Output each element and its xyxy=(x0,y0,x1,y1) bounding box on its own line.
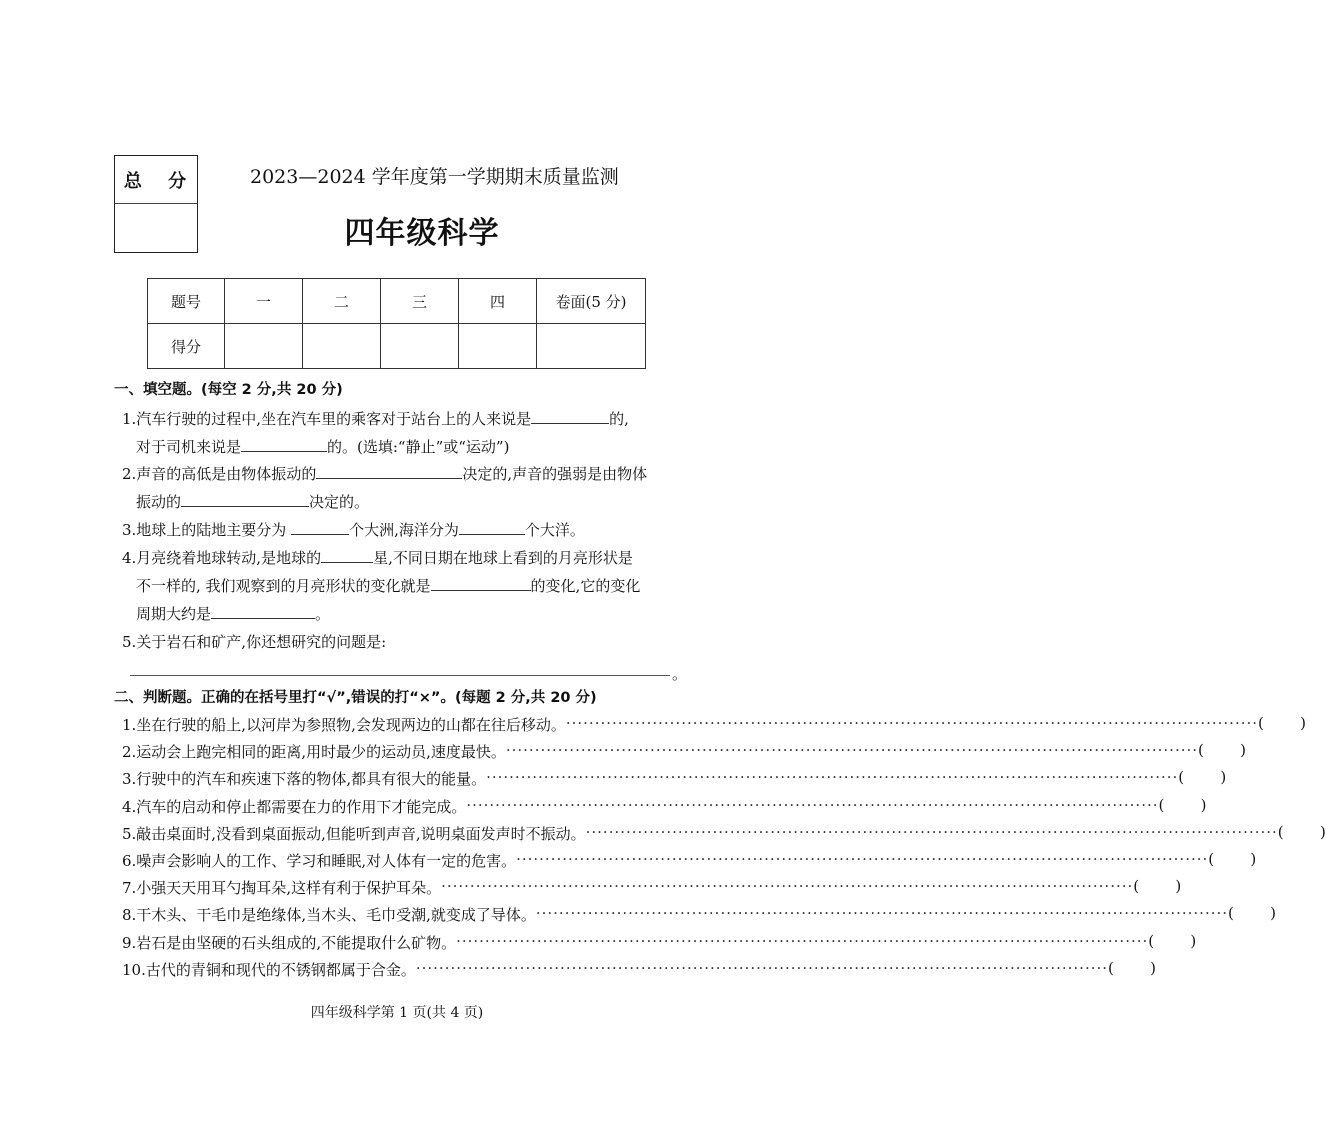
answer-blank[interactable] xyxy=(431,576,531,591)
answer-parentheses[interactable] xyxy=(1278,823,1326,844)
question-text: 。 xyxy=(315,605,331,623)
question-text: 的, xyxy=(609,410,629,428)
answer-parentheses[interactable] xyxy=(1108,959,1156,980)
close-paren: ) xyxy=(1175,877,1182,896)
answer-line[interactable] xyxy=(130,675,670,676)
question-text: 3.地球上的陆地主要分为 xyxy=(122,521,292,539)
question-text: 振动的 xyxy=(136,493,182,511)
question-text: 4.月亮绕着地球转动,是地球的 xyxy=(122,549,322,567)
question-text: 个大洋。 xyxy=(524,521,585,539)
leader-dots: ························································································································ xyxy=(516,850,1209,868)
answer-blank[interactable] xyxy=(531,409,609,424)
answer-blank[interactable] xyxy=(211,604,315,619)
open-paren: ( xyxy=(1133,877,1140,896)
table-cell: 二 xyxy=(303,279,381,324)
question-text: 决定的。 xyxy=(309,493,370,511)
leader-dots: ························································································································ xyxy=(415,958,1109,977)
page-title: 四年级科学 xyxy=(344,216,500,251)
table-cell: 得分 xyxy=(148,324,225,369)
answer-blank[interactable] xyxy=(316,464,462,479)
answer-parentheses[interactable] xyxy=(1208,850,1256,871)
question-text: 个大洲,海洋分为 xyxy=(349,521,459,539)
question-text: 的。(选填:“静止”或“运动”) xyxy=(327,438,510,456)
judgement-item xyxy=(122,768,1227,789)
leader-dots: ························································································································ xyxy=(486,768,1179,787)
answer-parentheses[interactable] xyxy=(1133,877,1181,898)
close-paren: ) xyxy=(1240,741,1247,760)
score-field[interactable] xyxy=(303,324,381,369)
answer-parentheses[interactable] xyxy=(1178,768,1226,789)
total-score-label: 总 分 xyxy=(115,156,197,204)
answer-parentheses[interactable] xyxy=(1228,904,1276,925)
close-paren: ) xyxy=(1190,931,1197,950)
close-paren: ) xyxy=(1150,958,1157,977)
question-text: 7.小强天天用耳勺掏耳朵,这样有利于保护耳朵。 xyxy=(122,879,442,898)
answer-blank[interactable] xyxy=(459,520,525,535)
question-text: 不一样的, 我们观察到的月亮形状的变化就是 xyxy=(136,577,431,595)
table-cell: 题号 xyxy=(148,279,225,324)
answer-blank[interactable] xyxy=(241,437,327,452)
question-text: 4.汽车的启动和停止都需要在力的作用下才能完成。 xyxy=(122,797,467,816)
answer-parentheses[interactable] xyxy=(1148,932,1196,953)
score-table-score-row xyxy=(148,324,646,369)
open-paren: ( xyxy=(1148,931,1155,950)
leader-dots: ························································································································ xyxy=(535,904,1229,923)
question-text: 星,不同日期在地球上看到的月亮形状是 xyxy=(373,549,633,567)
question-1-line-2 xyxy=(136,436,509,457)
question-text: 1.坐在行驶的船上,以河岸为参照物,会发现两边的山都在往后移动。 xyxy=(122,716,566,734)
question-4-line-2 xyxy=(136,575,640,596)
open-paren: ( xyxy=(1258,714,1264,732)
judgement-item xyxy=(122,877,1182,898)
judgement-item xyxy=(122,741,1247,762)
answer-parentheses[interactable] xyxy=(1198,741,1246,762)
judgement-item xyxy=(122,795,1207,817)
open-paren: ( xyxy=(1108,958,1114,977)
close-paren: ) xyxy=(1220,768,1227,787)
judgement-item xyxy=(122,958,1157,980)
question-3 xyxy=(122,519,585,540)
question-2-line-1 xyxy=(122,463,647,484)
leader-dots: ························································································································ xyxy=(466,795,1159,814)
question-text: 周期大约是 xyxy=(136,605,212,623)
question-text: 9.岩石是由坚硬的石头组成的,不能提取什么矿物。 xyxy=(122,933,457,952)
open-paren: ( xyxy=(1208,850,1215,868)
open-paren: ( xyxy=(1178,768,1185,787)
section-heading: 一、填空题。(每空 2 分,共 20 分) xyxy=(114,382,343,398)
leader-dots: ························································································································ xyxy=(456,931,1149,950)
open-paren: ( xyxy=(1277,822,1284,841)
table-cell: 四 xyxy=(459,279,537,324)
judgement-item xyxy=(122,822,1326,844)
answer-blank[interactable] xyxy=(181,492,309,507)
question-text: 10.古代的青铜和现代的不锈钢都属于合金。 xyxy=(122,960,416,979)
answer-parentheses[interactable] xyxy=(1258,714,1306,735)
question-4-line-1 xyxy=(122,547,633,568)
judgement-item xyxy=(122,714,1307,735)
page-footer: 四年级科学第 1 页(共 4 页) xyxy=(310,1005,484,1021)
score-field[interactable] xyxy=(225,324,303,369)
question-text: 8.干木头、干毛巾是绝缘体,当木头、毛巾受潮,就变成了导体。 xyxy=(122,906,536,925)
question-text: 6.噪声会影响人的工作、学习和睡眠,对人体有一定的危害。 xyxy=(122,852,517,870)
question-text: 的变化,它的变化 xyxy=(530,577,641,595)
table-cell: 一 xyxy=(225,279,303,324)
close-paren: ) xyxy=(1270,904,1277,923)
question-text: 对于司机来说是 xyxy=(136,438,242,456)
answer-parentheses[interactable] xyxy=(1159,796,1207,817)
close-paren: ) xyxy=(1200,795,1207,814)
close-paren: ) xyxy=(1250,850,1257,868)
table-cell: 卷面(5 分) xyxy=(537,279,646,324)
question-1-line-1 xyxy=(122,408,629,429)
question-text: 5.敲击桌面时,没看到桌面振动,但能听到声音,说明桌面发声时不振动。 xyxy=(122,824,586,843)
question-5 xyxy=(122,631,386,652)
close-paren: ) xyxy=(1300,714,1307,732)
close-paren: ) xyxy=(1319,822,1326,841)
leader-dots: ························································································································ xyxy=(505,741,1199,760)
question-text: 3.行驶中的汽车和疾速下落的物体,都具有很大的能量。 xyxy=(122,770,487,789)
section-heading: 二、判断题。正确的在括号里打“√”,错误的打“×”。(每题 2 分,共 20 分) xyxy=(114,690,597,706)
open-paren: ( xyxy=(1198,741,1204,760)
exam-name: 2023—2024 学年度第一学期期末质量监测 xyxy=(250,166,619,188)
table-cell: 三 xyxy=(381,279,459,324)
question-text: 5.关于岩石和矿产,你还想研究的问题是: xyxy=(122,633,387,651)
answer-blank[interactable] xyxy=(321,548,373,563)
question-text: 2.声音的高低是由物体振动的 xyxy=(122,465,317,483)
question-text: 决定的,声音的强弱是由物体 xyxy=(462,465,648,483)
leader-dots: ························································································································ xyxy=(565,714,1259,732)
question-5-end: 。 xyxy=(672,665,688,683)
question-text: 2.运动会上跑完相同的距离,用时最少的运动员,速度最快。 xyxy=(122,743,506,762)
leader-dots: ························································································································ xyxy=(585,822,1278,841)
open-paren: ( xyxy=(1158,795,1165,814)
open-paren: ( xyxy=(1228,904,1234,923)
answer-blank[interactable] xyxy=(291,520,349,535)
score-field[interactable] xyxy=(381,324,459,369)
judgement-item xyxy=(122,904,1277,925)
judgement-item xyxy=(122,931,1197,953)
leader-dots: ························································································································ xyxy=(441,877,1134,896)
question-2-line-2 xyxy=(136,491,369,512)
score-table xyxy=(147,278,646,369)
score-field[interactable] xyxy=(459,324,537,369)
question-text: 1.汽车行驶的过程中,坐在汽车里的乘客对于站台上的人来说是 xyxy=(122,410,532,428)
judgement-item xyxy=(122,850,1257,871)
score-field[interactable] xyxy=(537,324,646,369)
question-4-line-3 xyxy=(136,603,330,624)
score-table-header-row xyxy=(148,279,646,324)
